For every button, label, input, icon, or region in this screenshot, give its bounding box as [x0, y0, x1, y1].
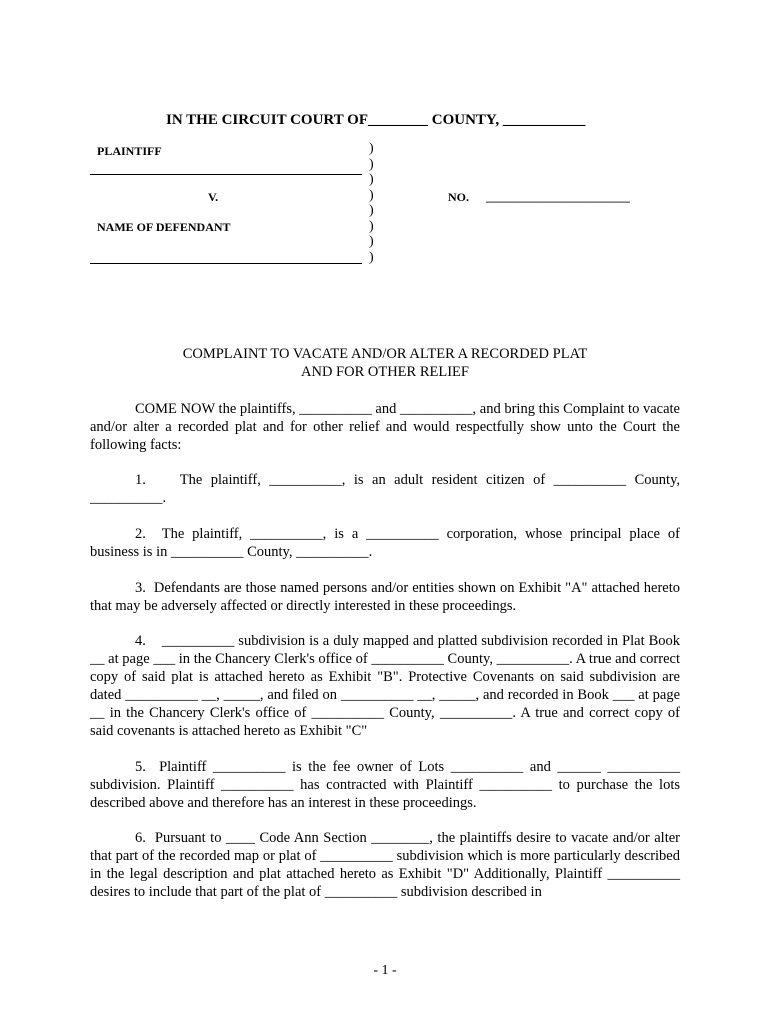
paragraph-text: Defendants are those named persons and/or entities shown on Exhibit "A" attached hereto that may be adversely affected or directly interested in these proceedings.: [90, 580, 681, 614]
case-number-blank: ________________________: [486, 190, 630, 204]
paragraph-text: The plaintiff, __________, is an adult resident citizen of __________ County, __________.: [90, 472, 681, 506]
paren: ): [369, 218, 374, 234]
paragraph-number: 6.: [135, 830, 146, 846]
paragraph-3: [90, 579, 680, 615]
paragraph-text: The plaintiff, __________, is a __________ corporation, whose principal place of business is in __________ County, __________.: [90, 526, 680, 560]
paragraph-number: 3.: [135, 580, 146, 596]
complaint-title-line1: COMPLAINT TO VACATE AND/OR ALTER A RECORDED PLAT: [182, 346, 588, 362]
paragraph-number: 4.: [135, 633, 146, 649]
paragraph-text: Pursuant to ____ Code Ann Section ________, the plaintiffs desire to vacate and/or alter that part of the recorded map or plat of __________ subdivision which is more particularly described in the legal description and plat attached hereto as Exhibit "D" Additionally, Plaintiff __________ desires to include that part of the plat of __________ subdivision described in: [90, 830, 681, 900]
paragraph-6: [90, 829, 680, 901]
paragraph-text: __________ subdivision is a duly mapped and platted subdivision recorded in Plat Book __ at page ___ in the Chancery Clerk's office of __________ County, __________. A true and correct copy of said plat is attached hereto as Exhibit "B". Protective Covenants on said subdivision are dated __________ __, _____, and filed on __________ __, _____, and recorded in Book ___ at page __ in the Chancery Clerk's office of __________ County, __________. A true and correct copy of said covenants is attached hereto as Exhibit "C": [90, 633, 680, 739]
paren: ): [369, 156, 374, 172]
defendant-name-line: [90, 263, 362, 264]
paren: ): [369, 249, 374, 265]
plaintiff-name-line: [90, 174, 362, 175]
case-number-label: NO.: [448, 190, 469, 204]
paragraph-5: [90, 758, 680, 812]
intro-paragraph: [90, 400, 680, 454]
paragraph-text: Plaintiff __________ is the fee owner of Lots __________ and ______ __________ subdivision. Plaintiff __________ has contracted with Plaintiff __________ to purchase the lots described above and therefore has an interest in these proceedings.: [90, 759, 681, 811]
plaintiff-label: PLAINTIFF: [97, 144, 162, 158]
defendant-label: NAME OF DEFENDANT: [97, 220, 231, 234]
paragraph-4: [90, 632, 680, 740]
paragraph-number: 2.: [135, 526, 146, 542]
paren: ): [369, 203, 374, 218]
paren: ): [369, 187, 374, 203]
caption-parentheses: [369, 141, 374, 265]
paragraph-number: 1.: [135, 472, 146, 488]
page-number: - 1 -: [373, 963, 397, 978]
paren: ): [369, 172, 374, 187]
paren: ): [369, 234, 374, 249]
intro-text: COME NOW the plaintiffs, __________ and __________, and bring this Complaint to vacate and/or alter a recorded plat and for other relief and would respectfully show unto the Court the following facts:: [90, 401, 680, 453]
court-title: IN THE CIRCUIT COURT OF________ COUNTY, ___________: [166, 112, 586, 128]
paragraph-number: 5.: [135, 759, 146, 775]
paragraph-1: [90, 471, 680, 507]
versus-label: V.: [208, 190, 219, 204]
paren: ): [369, 141, 374, 156]
paragraph-2: [90, 525, 680, 561]
complaint-title-line2: AND FOR OTHER RELIEF: [301, 364, 469, 380]
